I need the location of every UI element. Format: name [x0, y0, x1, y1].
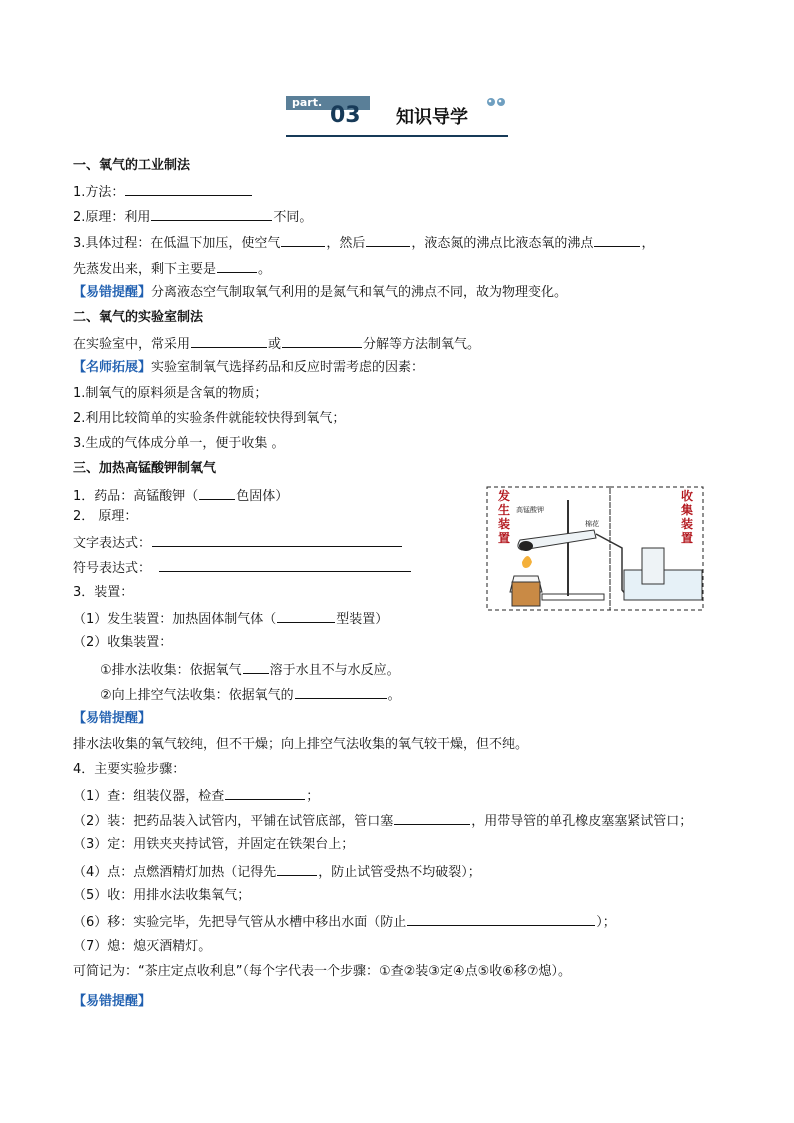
sec3-coll-air: ②向上排空气法收集：依据氧气的 。 — [100, 688, 401, 703]
step-4: （4）点：点燃酒精灯加热（记得先 ，防止试管受热不均破裂）； — [73, 865, 481, 880]
expert-tag: 【名师拓展】 — [73, 360, 152, 375]
sec2-tag-line: 【名师拓展】实验室制氧气选择药品和反应时需考虑的因素： — [73, 360, 425, 375]
sec3-title: 三、加热高锰酸钾制氧气 — [73, 461, 217, 476]
sec1-line3: 3.具体过程：在低温下加压，使空气 ，然后 ，液态氮的沸点比液态氧的沸点 ， — [73, 236, 655, 251]
coll-label-1: 收 — [681, 489, 694, 503]
step-2: （2）装：把药品装入试管内，平铺在试管底部，管口塞 ，用带导管的单孔橡皮塞塞紧试管口； — [73, 814, 693, 829]
sec3-tip-tag: 【易错提醒】 — [73, 711, 152, 726]
sec3-device: 3．装置： — [73, 585, 134, 600]
part-label: part. — [292, 96, 323, 109]
gen-label-3: 装 — [498, 517, 511, 531]
gen-label-1: 发 — [498, 489, 511, 503]
coll-label-4: 置 — [681, 531, 694, 545]
sec2-point2: 2.利用比较简单的实验条件就能较快得到氧气； — [73, 411, 346, 426]
coll-label-3: 装 — [681, 517, 694, 531]
step-6: （6）移：实验完毕，先把导气管从水槽中移出水面（防止 ）； — [73, 915, 616, 930]
sec3-coll: （2）收集装置： — [73, 635, 173, 650]
sec2-title: 二、氧气的实验室制法 — [73, 310, 204, 325]
mnemonic: 可简记为：“茶庄定点收利息”（每个字代表一个步骤：①查②装③定④点⑤收⑥移⑦熄）。 — [73, 964, 572, 979]
section-header — [286, 96, 508, 138]
sec3-tip2-tag: 【易错提醒】 — [73, 994, 152, 1009]
sec3-sym-eq: 符号表达式： — [73, 559, 412, 577]
tip-tag: 【易错提醒】 — [73, 285, 152, 300]
step-3: （3）定：用铁夹夹持试管，并固定在铁架台上； — [73, 837, 355, 852]
sec3-gen: （1）发生装置：加热固体制气体（ 型装置） — [73, 612, 389, 627]
sec3-coll-water: ①排水法收集：依据氧气 溶于水且不与水反应。 — [100, 663, 400, 678]
header-rule — [286, 135, 508, 137]
sec1-tip: 【易错提醒】分离液态空气制取氧气利用的是氮气和氧气的沸点不同，故为物理变化。 — [73, 285, 568, 300]
droplet-icon — [486, 96, 508, 108]
apparatus-figure — [486, 486, 704, 612]
gen-label-2: 生 — [498, 503, 511, 517]
sec3-tip-text: 排水法收集的氧气较纯，但不干燥；向上排空气法收集的氧气较干燥，但不纯。 — [73, 737, 529, 752]
page-title: 知识导学 — [396, 107, 468, 128]
cotton-label: 棉花 — [585, 520, 599, 528]
sec2-point1: 1.制氧气的原料须是含氧的物质； — [73, 386, 268, 401]
sec2-line1: 在实验室中，常采用 或 分解等方法制氧气。 — [73, 337, 481, 352]
kmno4-label: 高锰酸钾 — [516, 506, 544, 514]
step-7: （7）熄：熄灭酒精灯。 — [73, 939, 212, 954]
gen-label-4: 置 — [498, 531, 511, 545]
sec1-line1: 1.方法： — [73, 183, 253, 201]
sec1-line2: 2.原理：利用 不同。 — [73, 210, 313, 225]
sec1-line4: 先蒸发出来，剩下主要是 。 — [73, 262, 272, 277]
sec3-principle: 2． 原理： — [73, 509, 138, 524]
step-1: （1）查：组装仪器，检查 ； — [73, 789, 320, 804]
part-number: 03 — [330, 103, 361, 128]
sec1-title: 一、氧气的工业制法 — [73, 158, 191, 173]
coll-label-2: 集 — [681, 503, 694, 517]
step-5: （5）收：用排水法收集氧气； — [73, 888, 251, 903]
sec2-point3: 3.生成的气体成分单一，便于收集 。 — [73, 436, 285, 451]
sec3-drug: 1．药品：高锰酸钾（ 色固体） — [73, 489, 289, 504]
sec3-word-eq: 文字表达式： — [73, 534, 403, 552]
steps-title: 4．主要实验步骤： — [73, 762, 186, 777]
